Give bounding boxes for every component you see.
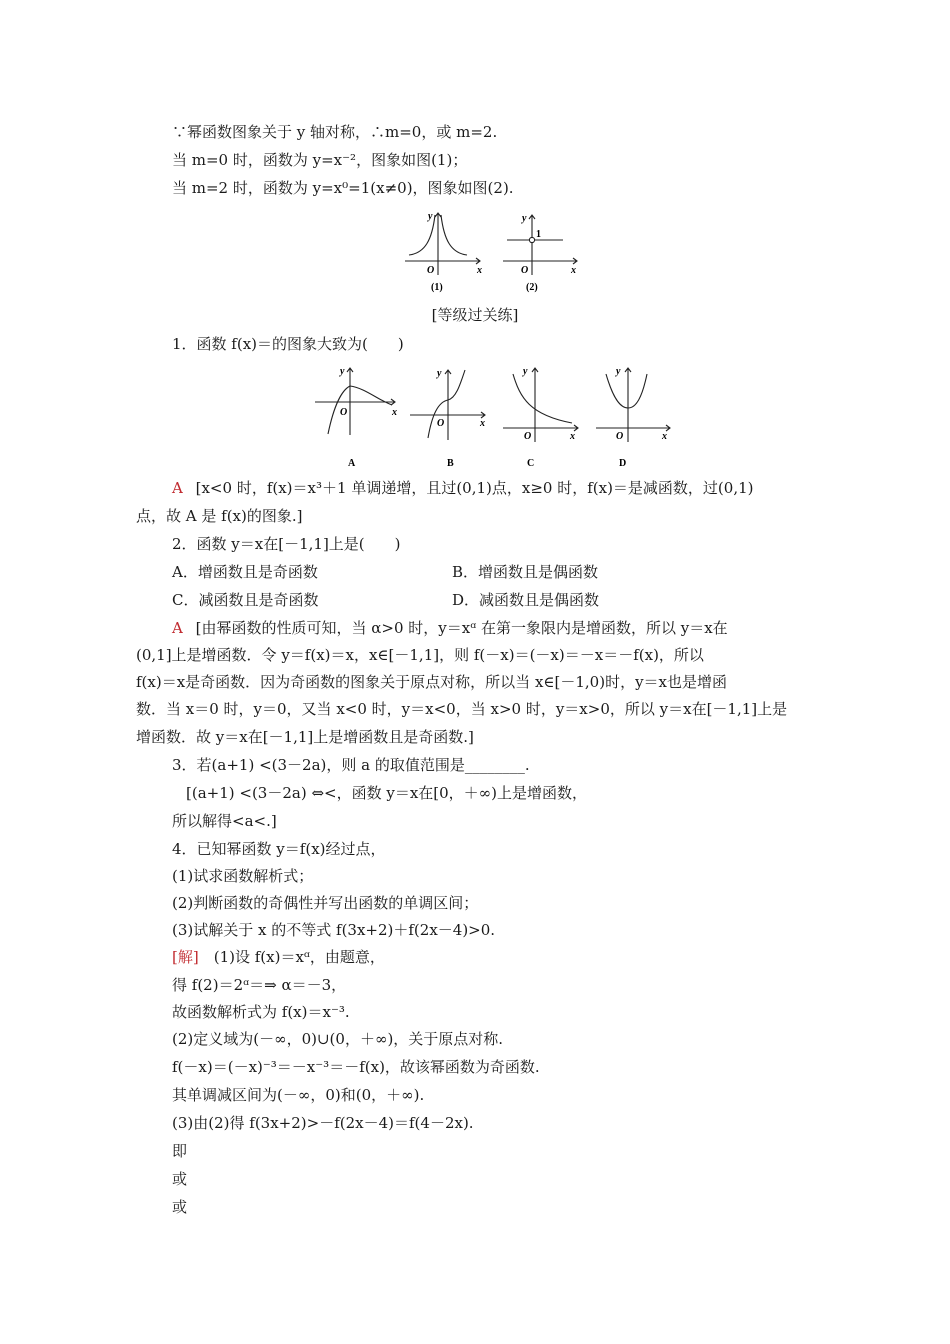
graph-1-y-label: y xyxy=(428,211,433,222)
q4-solution-text-1: (1)设 f(x)＝xᵅ，由题意， xyxy=(198,948,385,966)
q4-solution-line-10: 或 xyxy=(172,1198,188,1216)
q2-option-b: B．增函数且是偶函数 xyxy=(452,563,599,581)
q2-solution-line-2: (0,1]上是增函数．令 y＝f(x)＝x，x∈[－1,1]，则 f(－x)＝(－x)＝－x＝－f(x)，所以 xyxy=(136,646,704,664)
option-b-graph xyxy=(410,370,485,440)
graph-2-one-label: 1 xyxy=(536,229,541,240)
q4-part-1: (1)试求函数解析式； xyxy=(172,867,314,885)
q1-solution-line-1 xyxy=(172,478,754,498)
option-d-label: D xyxy=(619,458,627,469)
option-b-label: B xyxy=(447,458,454,469)
graph-2-caption: (2) xyxy=(526,282,538,293)
q4-solution-line-5: f(－x)＝(－x)⁻³＝－x⁻³＝－f(x)，故该幂函数为奇函数. xyxy=(172,1058,540,1076)
q4-solution-line-2: 得 f(2)＝2ᵅ＝⇒ α＝－3， xyxy=(172,976,347,994)
q2-solution-line-4: 数．当 x＝0 时，y＝0，又当 x<0 时，y＝x<0，当 x>0 时，y＝x>0，所以 y＝x在[－1,1]上是 xyxy=(136,700,788,718)
graph-2-x-label: x xyxy=(571,265,576,276)
option-a-label: A xyxy=(348,458,356,469)
q2-solution-line-3: f(x)＝x是奇函数．因为奇函数的图象关于原点对称，所以当 x∈[－1,0)时，y＝x也是增函 xyxy=(136,673,728,691)
q4-solution-line-7: (3)由(2)得 f(3x+2)>－f(2x－4)＝f(4－2x). xyxy=(172,1114,474,1132)
graph-1-origin: O xyxy=(427,265,435,276)
q1-answer: A xyxy=(172,479,183,497)
q4-solution-line-1 xyxy=(172,947,385,967)
option-a-origin: O xyxy=(340,407,348,418)
q4-solution-line-9: 或 xyxy=(172,1170,188,1188)
q1-stem: 1．函数 f(x)＝的图象大致为( ) xyxy=(172,335,404,353)
intro-line-2: 当 m=0 时，函数为 y=x⁻²，图象如图(1)； xyxy=(172,151,468,169)
q2-solution-line-1 xyxy=(172,618,728,638)
q2-answer: A xyxy=(172,619,183,637)
option-c-label: C xyxy=(527,458,535,469)
q1-solution-line-2: 点，故 A 是 f(x)的图象.] xyxy=(136,507,303,525)
option-c-origin: O xyxy=(524,431,532,442)
option-c-graph xyxy=(503,368,578,442)
intro-line-1: ∵幂函数图象关于 y 轴对称，∴m=0，或 m=2. xyxy=(172,123,498,141)
option-d-x: x xyxy=(662,431,667,442)
q3-solution-line-1: [(a+1) <(3－2a) ⇔<，函数 y＝x在[0，＋∞)上是增函数， xyxy=(186,784,588,802)
option-b-x: x xyxy=(480,418,485,429)
q4-part-3: (3)试解关于 x 的不等式 f(3x+2)＋f(2x－4)>0. xyxy=(172,921,496,939)
option-a-y: y xyxy=(340,366,345,377)
section-title: [等级过关练] xyxy=(431,306,519,324)
q4-solution-tag: [解] xyxy=(172,948,199,966)
q1-option-graphs xyxy=(310,360,680,472)
q4-part-2: (2)判断函数的奇偶性并写出函数的单调区间； xyxy=(172,894,479,912)
q3-stem: 3．若(a+1) <(3－2a)，则 a 的取值范围是________. xyxy=(172,756,530,774)
q4-solution-line-6: 其单调减区间为(－∞，0)和(0，＋∞). xyxy=(172,1086,425,1104)
option-b-origin: O xyxy=(437,418,445,429)
figure-power-graphs xyxy=(395,205,595,300)
q4-solution-line-4: (2)定义域为(－∞，0)∪(0，＋∞)，关于原点对称. xyxy=(172,1030,504,1048)
graph-2-origin: O xyxy=(521,265,529,276)
option-d-graph xyxy=(596,368,670,442)
q4-solution-line-3: 故函数解析式为 f(x)＝x⁻³. xyxy=(172,1003,350,1021)
q2-solution-text-1: [由幂函数的性质可知，当 α>0 时，y＝xᵅ 在第一象限内是增函数，所以 y＝x在 xyxy=(195,619,728,637)
graph-2 xyxy=(503,215,577,275)
option-d-y: y xyxy=(616,366,621,377)
q2-option-a: A．增函数且是奇函数 xyxy=(172,563,318,581)
intro-line-3: 当 m=2 时，函数为 y=x⁰=1(x≠0)，图象如图(2). xyxy=(172,179,514,197)
q4-stem: 4．已知幂函数 y＝f(x)经过点， xyxy=(172,840,386,858)
q3-solution-line-2: 所以解得<a<.] xyxy=(172,812,277,830)
option-c-x: x xyxy=(570,431,575,442)
graph-2-y-label: y xyxy=(522,213,527,224)
option-a-x: x xyxy=(392,407,397,418)
option-b-y: y xyxy=(437,368,442,379)
option-d-origin: O xyxy=(616,431,624,442)
q2-option-c: C．减函数且是奇函数 xyxy=(172,591,319,609)
q1-solution-text-1: [x<0 时，f(x)＝x³＋1 单调递增，且过(0,1)点，x≥0 时，f(x)＝是减函数，过(0,1) xyxy=(195,479,754,497)
option-a-graph xyxy=(315,368,395,435)
q2-solution-line-5: 增函数．故 y＝x在[－1,1]上是增函数且是奇函数.] xyxy=(136,728,474,746)
q2-stem: 2．函数 y＝x在[－1,1]上是( ) xyxy=(172,535,401,553)
q4-solution-line-8: 即 xyxy=(172,1142,188,1160)
q2-option-d: D．减函数且是偶函数 xyxy=(452,591,600,609)
graph-1-caption: (1) xyxy=(431,282,443,293)
graph-1-x-label: x xyxy=(477,265,482,276)
graph-1 xyxy=(405,213,480,275)
option-c-y: y xyxy=(523,366,528,377)
